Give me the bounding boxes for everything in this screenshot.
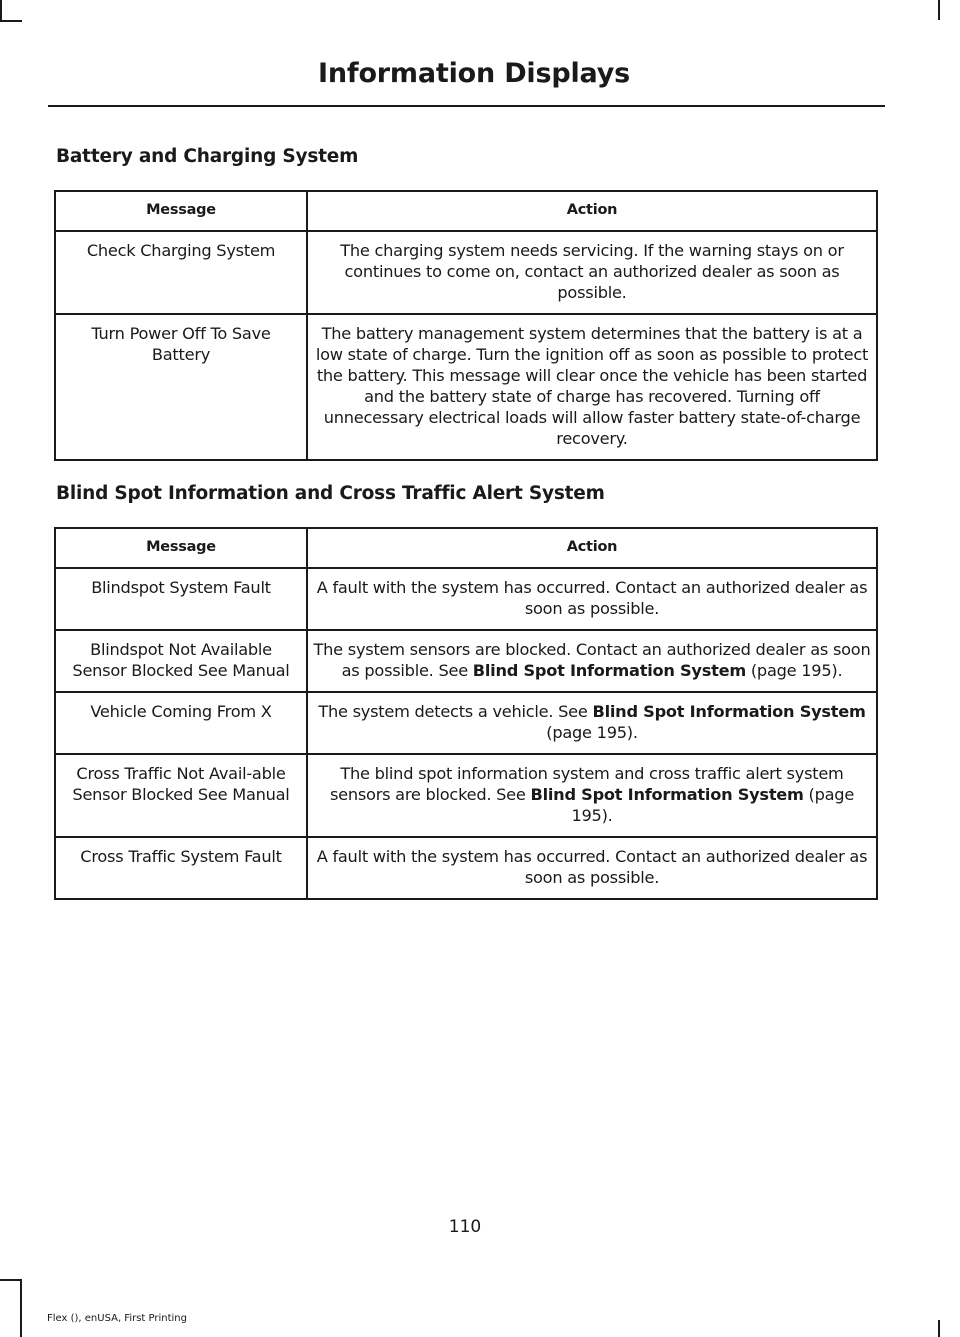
table-row [55,231,877,314]
action-cell [307,754,877,837]
action-cell [307,692,877,754]
message-cell: Vehicle Coming From X [55,692,307,754]
action-cell [307,568,877,630]
crop-mark [0,1279,22,1281]
crop-mark [938,0,940,20]
page-number: 110 [448,1217,482,1237]
table-header-row [55,191,877,231]
column-header-action: Action [307,191,877,231]
crop-mark [938,1320,940,1337]
table-row [55,314,877,460]
action-text: (page 195). [745,661,843,680]
action-text: A fault with the system has occurred. Contact an authorized dealer as soon as possible. [316,578,868,618]
action-text: The blind spot information system and cross traffic alert system sensors are blocked. See [329,764,844,804]
message-cell: Blindspot System Fault [55,568,307,630]
section-heading-battery: Battery and Charging System [56,146,359,167]
cross-reference-link: Blind Spot Information System [592,702,866,721]
action-cell [307,314,877,460]
action-text: The system sensors are blocked. Contact an authorized dealer as soon as possible. See [313,640,871,680]
blind-spot-messages-table [54,527,878,900]
crop-mark [0,20,22,22]
battery-messages-table [54,190,878,461]
section-heading-blind-spot: Blind Spot Information and Cross Traffic Alert System [56,483,605,504]
table-header-row [55,528,877,568]
crop-mark [20,1281,22,1337]
action-text: A fault with the system has occurred. Contact an authorized dealer as soon as possible. [316,847,868,887]
column-header-message: Message [55,528,307,568]
message-cell: Blindspot Not Available Sensor Blocked See Manual [55,630,307,692]
table-row [55,837,877,899]
table-row [55,692,877,754]
action-text: (page 195). [571,785,855,825]
message-cell: Turn Power Off To Save Battery [55,314,307,460]
cross-reference-link: Blind Spot Information System [530,785,804,804]
message-cell: Cross Traffic System Fault [55,837,307,899]
action-text: The battery management system determines that the battery is at a low state of charge. Turn the ignition off as soon as possible to protect the battery. This message will clear once the vehicle has been started and the battery state of charge has recovered. Turning off unnecessary electrical loads will allow faster battery state-of-charge recovery. [315,324,869,448]
table-row [55,754,877,837]
page-title: Information Displays [318,58,630,89]
action-text: The charging system needs servicing. If the warning stays on or continues to come on, contact an authorized dealer as soon as possible. [340,241,844,302]
column-header-message: Message [55,191,307,231]
action-cell [307,630,877,692]
title-divider [48,105,885,107]
edition-footer: Flex (), enUSA, First Printing [47,1313,187,1324]
action-cell [307,231,877,314]
message-cell: Cross Traffic Not Avail-able Sensor Blocked See Manual [55,754,307,837]
message-cell: Check Charging System [55,231,307,314]
cross-reference-link: Blind Spot Information System [472,661,746,680]
crop-mark [0,0,2,20]
action-cell [307,837,877,899]
table-row [55,630,877,692]
action-text: The system detects a vehicle. See [318,702,593,721]
table-row [55,568,877,630]
column-header-action: Action [307,528,877,568]
action-text: (page 195). [546,723,638,742]
